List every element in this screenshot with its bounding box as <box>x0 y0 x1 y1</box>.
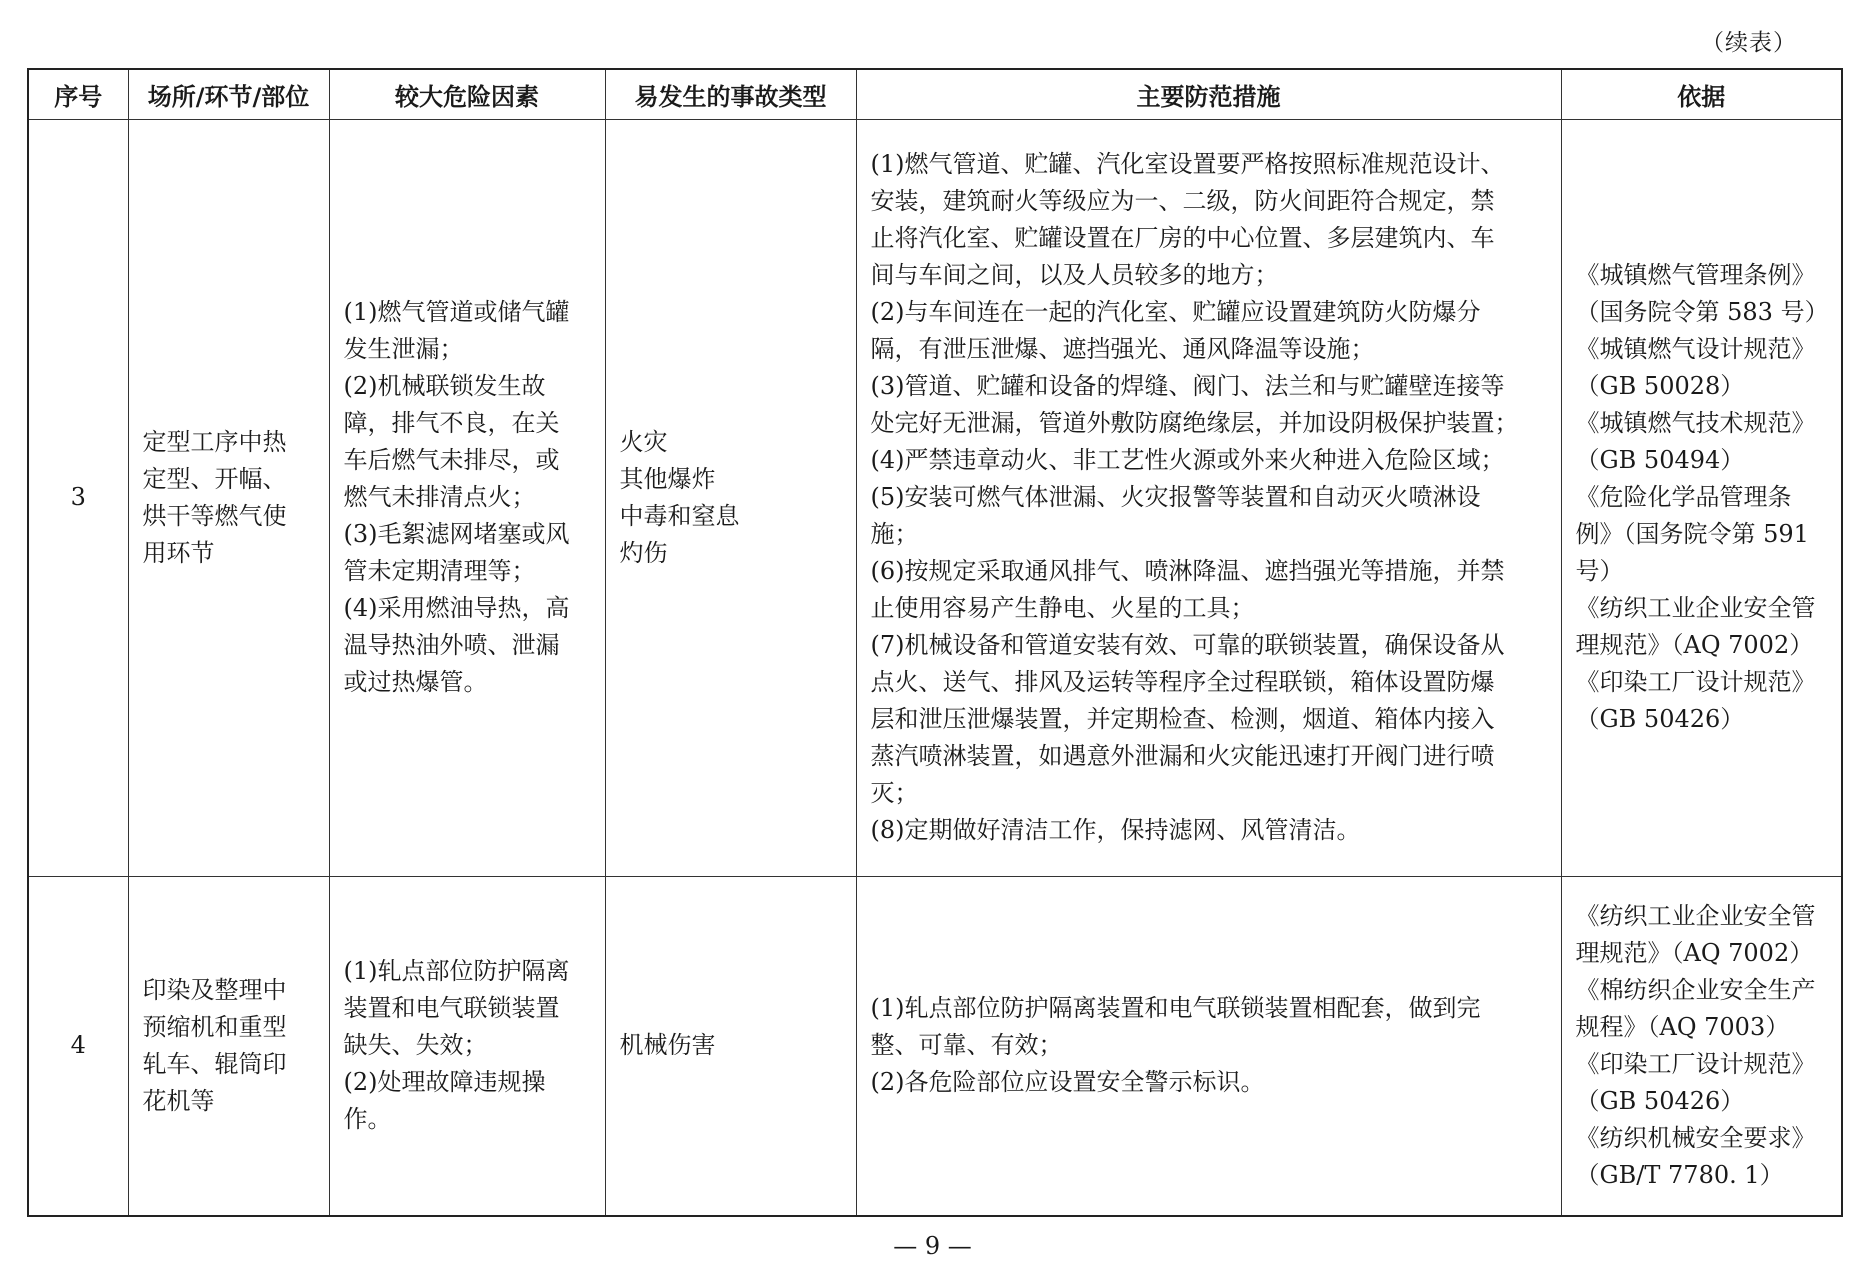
text-line: 间与车间之间，以及人员较多的地方； <box>870 261 1279 289</box>
text-line: 燃气未排清点火； <box>343 483 536 511</box>
text-line: 规程》（AQ 7003） <box>1575 1012 1790 1041</box>
text-line: (1)轧点部位防护隔离装置和电气联锁装置相配套，做到完 <box>870 994 1481 1023</box>
text-line: 印染及整理中 <box>142 975 287 1004</box>
text-line: 花机等 <box>142 1086 215 1115</box>
text-line: 灭； <box>870 779 919 807</box>
col-header-place: 场所/环节/部位 <box>128 69 329 119</box>
measures-cell <box>856 876 1561 1216</box>
text-line: 或过热爆管。 <box>343 668 488 696</box>
text-line: 轧车、辊筒印 <box>142 1049 287 1078</box>
text-line: (1)燃气管道、贮罐、汽化室设置要严格按照标准规范设计、 <box>870 150 1505 178</box>
text-line: 缺失、失效； <box>343 1031 488 1060</box>
text-line: 障，排气不良，在关 <box>343 409 560 437</box>
page-number: — 9 — <box>893 1232 972 1260</box>
text-line: 理规范》（AQ 7002） <box>1575 631 1814 659</box>
place-cell <box>128 876 329 1216</box>
text-line: （GB 50028） <box>1575 372 1745 400</box>
text-line: 火灾 <box>619 427 668 456</box>
text-line: 隔，有泄压泄爆、遮挡强光、通风降温等设施； <box>870 335 1375 363</box>
col-header-basis: 依据 <box>1561 69 1842 119</box>
text-line: 其他爆炸 <box>619 464 716 493</box>
text-line: 发生泄漏； <box>343 335 464 363</box>
text-line: 《印染工厂设计规范》 <box>1575 1049 1816 1078</box>
text-line: (2)各危险部位应设置安全警示标识。 <box>870 1068 1265 1097</box>
text-line: 作。 <box>343 1105 392 1134</box>
place-cell <box>128 119 329 876</box>
text-line: （GB 50426） <box>1575 705 1745 733</box>
text-line: 理规范》（AQ 7002） <box>1575 938 1814 967</box>
text-line: 装置和电气联锁装置 <box>343 994 560 1023</box>
text-line: 机械伤害 <box>619 1031 716 1060</box>
text-line: 整、可靠、有效； <box>870 1031 1063 1060</box>
text-line: (2)机械联锁发生故 <box>343 372 546 400</box>
text-line: （国务院令第 583 号） <box>1575 298 1829 326</box>
accident-types-cell <box>605 876 856 1216</box>
text-line: (6)按规定采取通风排气、喷淋降温、遮挡强光等措施，并禁 <box>870 557 1505 585</box>
hazards-cell <box>329 119 605 876</box>
text-line: 处完好无泄漏，管道外敷防腐绝缘层，并加设阴极保护装置； <box>870 409 1519 437</box>
text-line: 车后燃气未排尽，或 <box>343 446 560 474</box>
text-line: 号） <box>1575 557 1624 585</box>
basis-cell <box>1561 119 1842 876</box>
text-line: (7)机械设备和管道安装有效、可靠的联锁装置，确保设备从 <box>870 631 1505 659</box>
text-line: （GB 50426） <box>1575 1086 1745 1115</box>
text-line: 《印染工厂设计规范》 <box>1575 668 1816 696</box>
text-line: 《城镇燃气技术规范》 <box>1575 409 1816 437</box>
text-line: (2)处理故障违规操 <box>343 1068 546 1097</box>
text-line: 定型、开幅、 <box>142 464 287 493</box>
col-header-no: 序号 <box>28 69 128 119</box>
text-line: (2)与车间连在一起的汽化室、贮罐应设置建筑防火防爆分 <box>870 298 1481 326</box>
text-line: (1)轧点部位防护隔离 <box>343 957 570 986</box>
text-line: 中毒和窒息 <box>619 501 740 530</box>
row-number: 3 <box>28 119 128 876</box>
basis-cell <box>1561 876 1842 1216</box>
text-line: 安装，建筑耐火等级应为一、二级，防火间距符合规定，禁 <box>870 187 1495 215</box>
text-line: 烘干等燃气使 <box>142 501 287 530</box>
text-line: 《城镇燃气设计规范》 <box>1575 335 1816 363</box>
hazard-table <box>27 68 1843 1217</box>
table-row <box>28 876 1842 1216</box>
text-line: 止将汽化室、贮罐设置在厂房的中心位置、多层建筑内、车 <box>870 224 1495 252</box>
col-header-accident-types: 易发生的事故类型 <box>605 69 856 119</box>
text-line: (3)毛絮滤网堵塞或风 <box>343 520 570 548</box>
text-line: 用环节 <box>142 538 215 567</box>
text-line: (3)管道、贮罐和设备的焊缝、阀门、法兰和与贮罐壁连接等 <box>870 372 1505 400</box>
text-line: (5)安装可燃气体泄漏、火灾报警等装置和自动灭火喷淋设 <box>870 483 1481 511</box>
text-line: （GB 50494） <box>1575 446 1745 474</box>
accident-types-cell <box>605 119 856 876</box>
col-header-measures: 主要防范措施 <box>856 69 1561 119</box>
text-line: 施； <box>870 520 919 548</box>
text-line: 定型工序中热 <box>142 427 287 456</box>
text-line: 《纺织工业企业安全管 <box>1575 594 1816 622</box>
col-header-hazards: 较大危险因素 <box>329 69 605 119</box>
text-line: 《棉纺织企业安全生产 <box>1575 975 1816 1004</box>
measures-cell <box>856 119 1561 876</box>
text-line: 预缩机和重型 <box>142 1012 287 1041</box>
text-line: 止使用容易产生静电、火星的工具； <box>870 594 1255 622</box>
text-line: 层和泄压泄爆装置，并定期检查、检测，烟道、箱体内接入 <box>870 705 1495 733</box>
table-header-row <box>28 69 1842 119</box>
table-row <box>28 119 1842 876</box>
hazards-cell <box>329 876 605 1216</box>
text-line: 《纺织工业企业安全管 <box>1575 901 1816 930</box>
text-line: (8)定期做好清洁工作，保持滤网、风管清洁。 <box>870 816 1361 844</box>
text-line: 点火、送气、排风及运转等程序全过程联锁，箱体设置防爆 <box>870 668 1495 696</box>
text-line: 例》（国务院令第 591 <box>1575 520 1809 548</box>
text-line: 《危险化学品管理条 <box>1575 483 1792 511</box>
text-line: 管未定期清理等； <box>343 557 536 585</box>
continued-table-note: （续表） <box>1701 30 1797 56</box>
text-line: (4)采用燃油导热，高 <box>343 594 570 622</box>
text-line: (4)严禁违章动火、非工艺性火源或外来火种进入危险区域； <box>870 446 1505 474</box>
text-line: 灼伤 <box>619 538 668 567</box>
text-line: 温导热油外喷、泄漏 <box>343 631 560 659</box>
text-line: 《城镇燃气管理条例》 <box>1575 261 1816 289</box>
text-line: 《纺织机械安全要求》 <box>1575 1123 1816 1152</box>
text-line: 蒸汽喷淋装置，如遇意外泄漏和火灾能迅速打开阀门进行喷 <box>870 742 1495 770</box>
row-number: 4 <box>28 876 128 1216</box>
text-line: (1)燃气管道或储气罐 <box>343 298 570 326</box>
text-line: （GB/T 7780. 1） <box>1575 1160 1784 1189</box>
